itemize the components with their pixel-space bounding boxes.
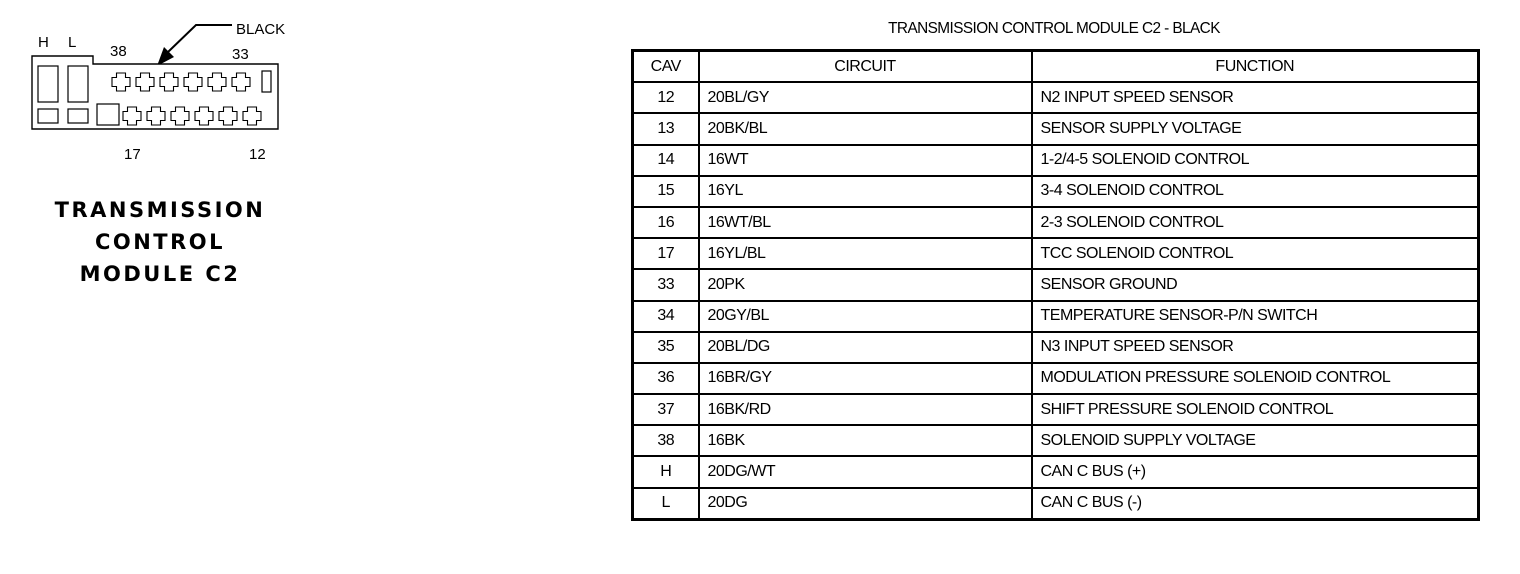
cell-function: 1-2/4-5 SOLENOID CONTROL	[1032, 145, 1479, 176]
cell-circuit: 16BK/RD	[699, 394, 1032, 425]
cell-function: N2 INPUT SPEED SENSOR	[1032, 82, 1479, 113]
cell-cav: 37	[633, 394, 699, 425]
cell-function: SHIFT PRESSURE SOLENOID CONTROL	[1032, 394, 1479, 425]
cavity-plug-1	[38, 109, 58, 123]
cell-function: CAN C BUS (+)	[1032, 456, 1479, 487]
caption-line-3: MODULE C2	[79, 262, 241, 286]
cell-cav: 12	[633, 82, 699, 113]
table-row	[633, 269, 1479, 300]
table-row	[633, 238, 1479, 269]
cell-circuit: 16YL	[699, 176, 1032, 207]
cell-circuit: 20BL/GY	[699, 82, 1032, 113]
cavity-l	[68, 66, 88, 102]
table-row	[633, 207, 1479, 238]
cell-cav: 17	[633, 238, 699, 269]
table-title: TRANSMISSION CONTROL MODULE C2 - BLACK	[888, 20, 1220, 37]
module-caption	[40, 194, 280, 290]
cell-function: TEMPERATURE SENSOR-P/N SWITCH	[1032, 301, 1479, 332]
cell-circuit: 16BK	[699, 425, 1032, 456]
cell-cav: 15	[633, 176, 699, 207]
cell-circuit: 20BL/DG	[699, 332, 1032, 363]
header-function: FUNCTION	[1032, 51, 1479, 83]
cell-circuit: 16BR/GY	[699, 363, 1032, 394]
cell-circuit: 20DG/WT	[699, 456, 1032, 487]
cell-cav: 14	[633, 145, 699, 176]
cell-function: MODULATION PRESSURE SOLENOID CONTROL	[1032, 363, 1479, 394]
cell-circuit: 20GY/BL	[699, 301, 1032, 332]
label-38: 38	[110, 43, 127, 60]
label-h: H	[38, 34, 49, 51]
table-row	[633, 488, 1479, 520]
table-row	[633, 113, 1479, 144]
cell-function: SENSOR SUPPLY VOLTAGE	[1032, 113, 1479, 144]
header-circuit: CIRCUIT	[699, 51, 1032, 83]
cavity-key	[262, 71, 271, 92]
table-row	[633, 301, 1479, 332]
table-header-row	[633, 51, 1479, 83]
cell-function: 3-4 SOLENOID CONTROL	[1032, 176, 1479, 207]
cell-cav: 13	[633, 113, 699, 144]
label-l: L	[68, 34, 77, 51]
pinout-table	[631, 49, 1480, 521]
cell-function: N3 INPUT SPEED SENSOR	[1032, 332, 1479, 363]
table-row	[633, 176, 1479, 207]
table-row	[633, 332, 1479, 363]
cell-circuit: 20PK	[699, 269, 1032, 300]
label-black: BLACK	[236, 21, 286, 38]
cell-function: TCC SOLENOID CONTROL	[1032, 238, 1479, 269]
cavity-plug-2	[68, 109, 88, 123]
label-17: 17	[124, 146, 141, 163]
cavity-h	[38, 66, 58, 102]
leader-line	[168, 25, 232, 52]
table-row	[633, 363, 1479, 394]
cell-cav: 38	[633, 425, 699, 456]
cavity-blank	[97, 104, 119, 125]
cell-circuit: 20BK/BL	[699, 113, 1032, 144]
cell-function: SENSOR GROUND	[1032, 269, 1479, 300]
table-row	[633, 425, 1479, 456]
table-row	[633, 456, 1479, 487]
cell-cav: 16	[633, 207, 699, 238]
cell-circuit: 20DG	[699, 488, 1032, 520]
connector-diagram	[0, 0, 330, 180]
table-row	[633, 82, 1479, 113]
cell-function: SOLENOID SUPPLY VOLTAGE	[1032, 425, 1479, 456]
cell-function: 2-3 SOLENOID CONTROL	[1032, 207, 1479, 238]
label-12: 12	[249, 146, 266, 163]
table-row	[633, 394, 1479, 425]
table-row	[633, 145, 1479, 176]
cell-circuit: 16WT	[699, 145, 1032, 176]
header-cav: CAV	[633, 51, 699, 83]
cell-cav: 35	[633, 332, 699, 363]
cell-cav: 34	[633, 301, 699, 332]
cell-circuit: 16WT/BL	[699, 207, 1032, 238]
cell-circuit: 16YL/BL	[699, 238, 1032, 269]
cell-cav: H	[633, 456, 699, 487]
label-33: 33	[232, 46, 249, 63]
cell-cav: 36	[633, 363, 699, 394]
cell-cav: 33	[633, 269, 699, 300]
caption-line-1: TRANSMISSION	[54, 198, 266, 222]
cell-cav: L	[633, 488, 699, 520]
caption-line-2: CONTROL	[94, 230, 226, 254]
cell-function: CAN C BUS (-)	[1032, 488, 1479, 520]
